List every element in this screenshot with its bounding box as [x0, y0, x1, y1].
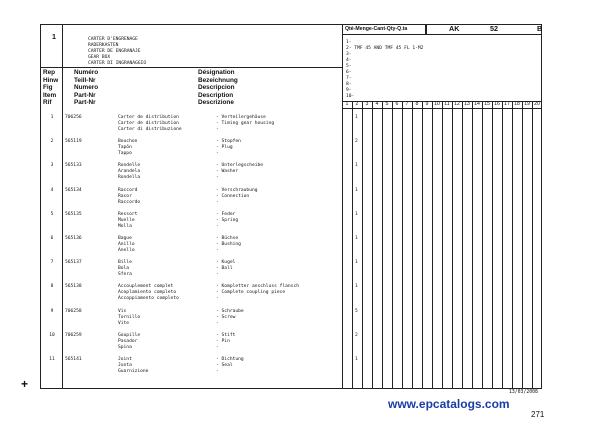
row-quantity: 2	[355, 332, 358, 338]
row-description	[118, 284, 179, 302]
header-desc-line: Descrizione	[198, 99, 234, 107]
row-description	[118, 236, 135, 254]
model-line: 9-	[346, 88, 352, 93]
row-description	[118, 309, 140, 327]
table-row[interactable]	[0, 309, 600, 333]
row-description-line: Bola	[118, 266, 130, 272]
table-row[interactable]	[0, 139, 600, 163]
qty-column-header: 11	[444, 101, 450, 107]
row-translation-line: - Pin	[216, 338, 230, 344]
row-translation-line: - Verteilergehäuse	[216, 115, 266, 120]
row-translation-line: - Unterlegscheibe	[216, 163, 264, 169]
row-description	[118, 115, 182, 133]
ak-label: AK	[449, 24, 460, 33]
row-quantity: 2	[355, 139, 358, 145]
row-translation	[216, 309, 244, 327]
header-desc-line: Désignation	[198, 69, 235, 76]
row-translation-line: - Ball	[216, 266, 233, 272]
header-desc	[198, 69, 238, 107]
model-line: 8-	[346, 82, 352, 87]
row-translation-line: - Kompletter anschluss flansch	[216, 284, 299, 290]
row-part-number: 565119	[65, 139, 82, 145]
row-translation-line: - Screw	[216, 314, 236, 320]
row-quantity: 1	[355, 236, 358, 241]
qty-header-box	[342, 24, 426, 35]
row-part-number: 565136	[65, 236, 82, 241]
qty-column-header: 17	[504, 101, 510, 107]
row-description-line: Bille	[118, 260, 132, 266]
row-description-line: Joint	[118, 357, 132, 362]
row-translation-line: - Spring	[216, 217, 239, 223]
header-desc-line: Descripcion	[198, 84, 235, 92]
row-description-line: Molla	[118, 223, 132, 229]
row-translation-line: - Schraube	[216, 308, 244, 314]
row-description-line: Vis	[118, 308, 127, 314]
qty-column-header: 7	[405, 101, 409, 107]
qty-column-header: 20	[534, 101, 540, 107]
row-translation-line: - Stift	[216, 332, 236, 338]
row-description-line: Vite	[118, 320, 130, 326]
row-translation-line: - Stopfen	[216, 139, 241, 145]
row-description-line: Tappo	[118, 151, 132, 157]
row-item-number: 1	[50, 115, 54, 120]
row-translation-line: -	[216, 151, 219, 157]
row-description-line: Accoppiamento completo	[118, 296, 179, 302]
table-row[interactable]	[0, 115, 600, 139]
row-translation-line: - Bushing	[216, 242, 241, 247]
qty-column-header: 9	[425, 101, 429, 107]
row-translation	[216, 212, 238, 230]
table-row[interactable]	[0, 357, 600, 381]
watermark[interactable]: www.epcatalogs.com	[388, 397, 510, 411]
row-quantity: 1	[355, 187, 358, 193]
row-description-line: Rondella	[118, 175, 141, 181]
header-desc-line: Bezeichnung	[198, 76, 238, 84]
qty-column-header: 13	[464, 101, 470, 107]
row-translation-line: - Büchse	[216, 236, 239, 241]
row-translation	[216, 163, 263, 181]
row-translation-line: - Kugel	[216, 260, 236, 266]
row-description-line: Tapón	[118, 145, 132, 151]
qty-column-header: 6	[395, 101, 399, 107]
row-part-number: 706259	[65, 332, 82, 338]
row-quantity: 5	[355, 308, 358, 314]
model-line: 2- TMF 45 AND TMF 45 FL 1-M2	[346, 46, 424, 51]
row-translation-line: - Feder	[216, 211, 236, 217]
row-description	[118, 357, 148, 375]
qty-header-label: Qté-Menge-Cant-Qty-Q.ta	[345, 26, 408, 32]
row-description-line: Acoplamiento completo	[118, 290, 177, 296]
model-lines	[346, 40, 423, 100]
model-line: 6-	[346, 70, 352, 75]
header-divider-line	[40, 67, 342, 68]
row-translation	[216, 236, 241, 254]
header-rep-line: Rep	[43, 69, 56, 76]
header-rep-line: Fig	[43, 84, 53, 92]
ak-number: 52	[490, 24, 498, 33]
row-description-line: Guarnizione	[118, 369, 149, 374]
page-number: 271	[531, 410, 545, 419]
row-translation-line: -	[216, 344, 219, 350]
model-line: 7-	[346, 76, 352, 81]
row-description-line: Arandela	[118, 169, 141, 175]
row-quantity: 1	[355, 211, 358, 217]
row-description	[118, 333, 140, 351]
row-item-number: 9	[50, 308, 54, 314]
qty-column-header: 4	[375, 101, 379, 107]
header-rep-line: Rif	[43, 99, 52, 107]
title-block	[88, 37, 146, 67]
row-translation-line: -	[216, 199, 219, 205]
row-description-line: Spina	[118, 344, 132, 350]
row-quantity: 1	[355, 163, 358, 169]
qty-column-header: 8	[415, 101, 419, 107]
row-part-number: 706258	[65, 308, 82, 314]
qty-column-header: 10	[434, 101, 440, 107]
date-label: 13/03/2008	[509, 390, 538, 395]
row-quantity: 1	[355, 284, 358, 290]
row-translation-line: -	[216, 175, 219, 181]
row-part-number: 565135	[65, 211, 82, 217]
row-description-line: Raccord	[118, 187, 138, 193]
row-description-line: Pasador	[118, 338, 138, 344]
row-item-number: 4	[50, 187, 54, 193]
row-quantity: 1	[355, 260, 358, 266]
model-line: 5-	[346, 64, 352, 69]
row-quantity: 1	[355, 357, 358, 362]
row-part-number: 565141	[65, 357, 82, 362]
row-translation-line: - Seal	[216, 363, 233, 368]
header-num-line: Teill-Nr	[74, 76, 96, 84]
row-description-line: Accouplement complet	[118, 284, 174, 290]
row-item-number: 5	[50, 211, 54, 217]
row-translation-line: -	[216, 320, 219, 326]
row-part-number: 706256	[65, 115, 82, 120]
model-line: 4-	[346, 58, 352, 63]
model-line: 10-	[346, 94, 355, 99]
box-number: 1	[52, 32, 56, 41]
row-translation-line: - Timing gear housing	[216, 121, 275, 126]
title-line: RADERKASTEN	[88, 43, 119, 48]
model-line: 1-	[346, 40, 352, 45]
title-line: GEAR BOX	[88, 55, 111, 60]
row-part-number: 565133	[65, 163, 82, 169]
row-description-line: Carter de distribution	[118, 121, 179, 126]
row-description-line: Bouchon	[118, 139, 138, 145]
row-item-number: 6	[50, 236, 54, 241]
table-row[interactable]	[0, 188, 600, 212]
row-translation	[216, 188, 258, 206]
row-item-number: 2	[50, 139, 54, 145]
row-description-line: Racor	[118, 193, 132, 199]
table-row[interactable]	[0, 260, 600, 284]
cross-mark: +	[21, 377, 29, 391]
title-line: CARTER D'ENGRENAGE	[88, 37, 138, 42]
row-description-line: Goupille	[118, 332, 141, 338]
row-item-number: 8	[50, 284, 54, 290]
row-translation	[216, 333, 235, 351]
row-description-line: Anello	[118, 248, 135, 253]
row-description-line: Bague	[118, 236, 132, 241]
title-line: CARTER DI INGRANAGGIO	[88, 61, 147, 66]
row-translation	[216, 357, 244, 375]
qty-column-header: 2	[355, 101, 359, 107]
header-rep-line: Item	[43, 91, 57, 99]
header-num-line: Numéro	[74, 69, 99, 76]
row-translation-line: - Verschraubung	[216, 187, 258, 193]
row-translation-line: - Complete coupling piece	[216, 290, 286, 296]
row-description-line: Muelle	[118, 217, 135, 223]
row-translation-line: -	[216, 127, 219, 132]
row-translation	[216, 260, 235, 278]
row-description	[118, 139, 137, 157]
header-num-line: Numero	[74, 84, 99, 92]
row-translation-line: - Plug	[216, 145, 233, 151]
row-translation-line: - Dichtung	[216, 357, 244, 362]
header-num-line: Part-Nr	[74, 91, 96, 99]
row-translation-line: -	[216, 248, 219, 253]
qty-column-header: 5	[385, 101, 389, 107]
row-description-line: Tornillo	[118, 314, 141, 320]
ak-box	[426, 24, 542, 35]
row-translation	[216, 115, 274, 133]
row-description-line: Rondelle	[118, 163, 141, 169]
row-translation-line: -	[216, 369, 219, 374]
row-translation-line: -	[216, 272, 219, 278]
row-translation-line: - Washer	[216, 169, 239, 175]
table-row[interactable]	[0, 212, 600, 236]
table-row[interactable]	[0, 284, 600, 308]
header-rep-line: Hinw	[43, 76, 59, 84]
qty-column-header: 19	[524, 101, 530, 107]
row-part-number: 565134	[65, 187, 82, 193]
row-translation	[216, 139, 241, 157]
row-description-line: Carter di distribuzione	[118, 127, 182, 132]
row-description-line: Junta	[118, 363, 132, 368]
header-rep	[43, 69, 58, 107]
row-description	[118, 260, 132, 278]
qty-column-header: 15	[484, 101, 490, 107]
row-translation-line: -	[216, 223, 219, 229]
header-num	[74, 69, 98, 107]
frame-bottom-line	[40, 388, 542, 389]
row-translation	[216, 284, 299, 302]
title-line: CARTER DE ENGRANAJE	[88, 49, 141, 54]
row-description	[118, 163, 140, 181]
qty-column-header: 3	[365, 101, 369, 107]
header-num-line: Part-Nr	[74, 99, 96, 107]
row-translation-line: - Connection	[216, 193, 250, 199]
row-quantity: 1	[355, 115, 358, 120]
row-item-number: 11	[49, 357, 55, 362]
header-desc-line: Description	[198, 91, 234, 99]
row-description-line: Raccordo	[118, 199, 141, 205]
row-item-number: 10	[49, 332, 55, 338]
row-description	[118, 212, 137, 230]
table-row[interactable]	[0, 236, 600, 260]
qty-column-header: 14	[474, 101, 480, 107]
qty-column-header: 16	[494, 101, 500, 107]
row-part-number: 565137	[65, 260, 82, 266]
qty-column-header: 12	[454, 101, 460, 107]
row-item-number: 3	[50, 163, 54, 169]
row-description-line: Ressort	[118, 211, 138, 217]
row-description-line: Carter de distribution	[118, 115, 179, 120]
row-translation-line: -	[216, 296, 219, 302]
row-description-line: Anillo	[118, 242, 135, 247]
row-part-number: 565138	[65, 284, 82, 290]
qty-column-header: 18	[514, 101, 520, 107]
model-line: 3-	[346, 52, 352, 57]
ak-letter: B	[537, 24, 543, 33]
row-description-line: Sfera	[118, 272, 132, 278]
row-item-number: 7	[50, 260, 54, 266]
row-description	[118, 188, 140, 206]
table-row[interactable]	[0, 163, 600, 187]
qty-column-header: 1	[345, 101, 349, 107]
table-row[interactable]	[0, 333, 600, 357]
frame-top-line	[40, 24, 342, 25]
